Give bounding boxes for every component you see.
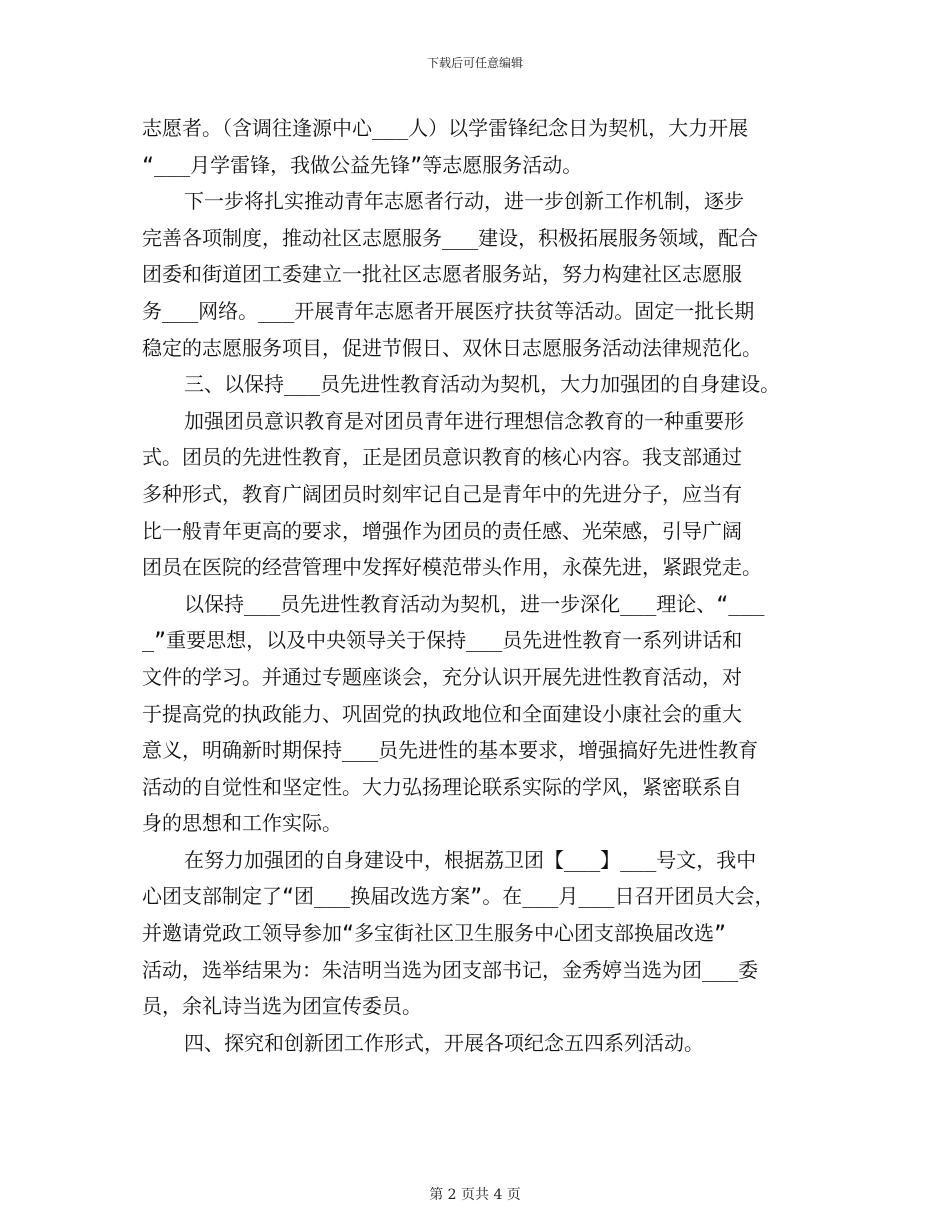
text-line: 活动的自觉性和坚定性。大力弘扬理论联系实际的学风，紧密联系自 bbox=[142, 774, 742, 799]
text-line: 文件的学习。并通过专题座谈会，充分认识开展先进性教育活动，对 bbox=[142, 664, 742, 689]
text-line: 并邀请党政工领导参加“多宝街社区卫生服务中心团支部换届改选” bbox=[142, 921, 727, 946]
text-line: 以保持___员先进性教育活动为契机，进一步深化___理论、“___ bbox=[184, 591, 765, 616]
document-body bbox=[142, 110, 810, 1061]
text-line: “___月学雷锋，我做公益先锋”等志愿服务活动。 bbox=[142, 152, 583, 177]
text-line: 下一步将扎实推动青年志愿者行动，进一步创新工作机制，逐步 bbox=[184, 189, 744, 214]
text-line: 意义，明确新时期保持___员先进性的基本要求，增强搞好先进性教育 bbox=[142, 738, 759, 763]
text-line: 加强团员意识教育是对团员青年进行理想信念教育的一种重要形 bbox=[184, 408, 744, 433]
text-line: 稳定的志愿服务项目，促进节假日、双休日志愿服务活动法律规范化。 bbox=[142, 335, 762, 360]
text-line: 员，余礼诗当选为团宣传委员。 bbox=[142, 994, 422, 1019]
text-line: 活动，选举结果为：朱洁明当选为团支部书记，金秀婷当选为团___委 bbox=[142, 957, 759, 982]
page-header: 下载后可任意编辑 bbox=[426, 56, 523, 70]
text-line: 身的思想和工作实际。 bbox=[142, 811, 342, 836]
text-line: 务___网络。___开展青年志愿者开展医疗扶贫等活动。固定一批长期 bbox=[142, 298, 755, 323]
text-line: _”重要思想，以及中央领导关于保持___员先进性教育一系列讲话和 bbox=[142, 628, 743, 653]
text-line: 团委和街道团工委建立一批社区志愿者服务站，努力构建社区志愿服 bbox=[142, 262, 742, 287]
text-line: 于提高党的执政能力、巩固党的执政地位和全面建设小康社会的重大 bbox=[142, 701, 742, 726]
text-line: 式。团员的先进性教育，正是团员意识教育的核心内容。我支部通过 bbox=[142, 445, 742, 470]
text-line: 志愿者。（含调往逢源中心___人）以学雷锋纪念日为契机，大力开展 bbox=[142, 116, 749, 140]
text-line: 完善各项制度，推动社区志愿服务___建设，积极拓展服务领域，配合 bbox=[142, 225, 759, 250]
text-line: 在努力加强团的自身建设中，根据荔卫团【___】___号文，我中 bbox=[184, 847, 757, 872]
text-line: 比一般青年更高的要求，增强作为团员的责任感、光荣感，引导广阔 bbox=[142, 518, 742, 543]
section-heading: 三、以保持___员先进性教育活动为契机，大力加强团的自身建设。 bbox=[184, 372, 781, 397]
text-line: 多种形式，教育广阔团员时刻牢记自己是青年中的先进分子，应当有 bbox=[142, 481, 742, 506]
section-heading: 四、探究和创新团工作形式，开展各项纪念五四系列活动。 bbox=[184, 1030, 704, 1055]
page-footer: 第 2 页共 4 页 bbox=[429, 1187, 521, 1203]
text-line: 心团支部制定了“团___换届改选方案”。在___月___日召开团员大会， bbox=[142, 884, 775, 909]
text-line: 团员在医院的经营管理中发挥好模范带头作用，永葆先进，紧跟党走。 bbox=[142, 555, 762, 580]
